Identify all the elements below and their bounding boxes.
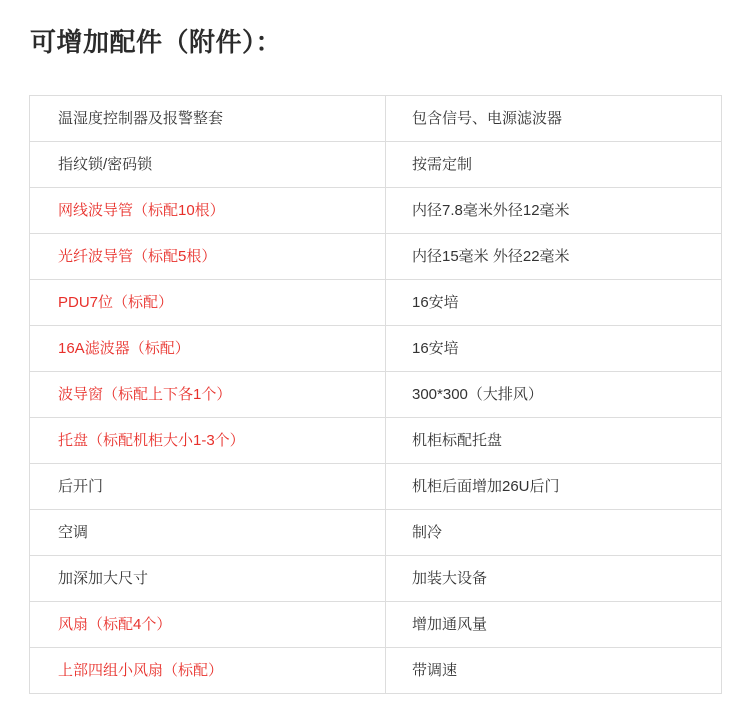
accessory-spec-cell: 16安培 (386, 280, 722, 326)
accessory-name-cell: 光纤波导管（标配5根） (30, 234, 386, 280)
accessory-name-cell: 空调 (30, 510, 386, 556)
accessory-name-cell: 指纹锁/密码锁 (30, 142, 386, 188)
accessory-name-cell: 风扇（标配4个） (30, 602, 386, 648)
accessory-spec-cell: 包含信号、电源滤波器 (386, 96, 722, 142)
table-row (30, 418, 722, 464)
accessory-spec-cell: 机柜后面增加26U后门 (386, 464, 722, 510)
table-row (30, 648, 722, 694)
table-row (30, 464, 722, 510)
accessory-name-cell: PDU7位（标配） (30, 280, 386, 326)
accessory-name-cell: 托盘（标配机柜大小1-3个） (30, 418, 386, 464)
accessory-spec-cell: 机柜标配托盘 (386, 418, 722, 464)
accessory-table-body (30, 96, 722, 694)
accessory-name-cell: 16A滤波器（标配） (30, 326, 386, 372)
table-row (30, 142, 722, 188)
table-row (30, 602, 722, 648)
table-row (30, 280, 722, 326)
table-row (30, 326, 722, 372)
accessory-name-cell: 温湿度控制器及报警整套 (30, 96, 386, 142)
table-row (30, 96, 722, 142)
accessory-spec-cell: 加装大设备 (386, 556, 722, 602)
table-row (30, 556, 722, 602)
accessory-spec-cell: 增加通风量 (386, 602, 722, 648)
accessory-name-cell: 波导窗（标配上下各1个） (30, 372, 386, 418)
table-row (30, 188, 722, 234)
accessory-spec-cell: 16安培 (386, 326, 722, 372)
accessory-spec-cell: 内径15毫米 外径22毫米 (386, 234, 722, 280)
accessory-name-cell: 网线波导管（标配10根） (30, 188, 386, 234)
accessory-name-cell: 上部四组小风扇（标配） (30, 648, 386, 694)
table-row (30, 234, 722, 280)
accessory-spec-cell: 带调速 (386, 648, 722, 694)
accessory-table (29, 95, 722, 694)
accessory-spec-cell: 内径7.8毫米外径12毫米 (386, 188, 722, 234)
table-row (30, 510, 722, 556)
accessory-name-cell: 加深加大尺寸 (30, 556, 386, 602)
page-title: 可增加配件（附件）： (30, 27, 283, 57)
accessory-name-cell: 后开门 (30, 464, 386, 510)
accessory-spec-cell: 按需定制 (386, 142, 722, 188)
accessory-spec-cell: 300*300（大排风） (386, 372, 722, 418)
accessory-spec-cell: 制冷 (386, 510, 722, 556)
table-row (30, 372, 722, 418)
